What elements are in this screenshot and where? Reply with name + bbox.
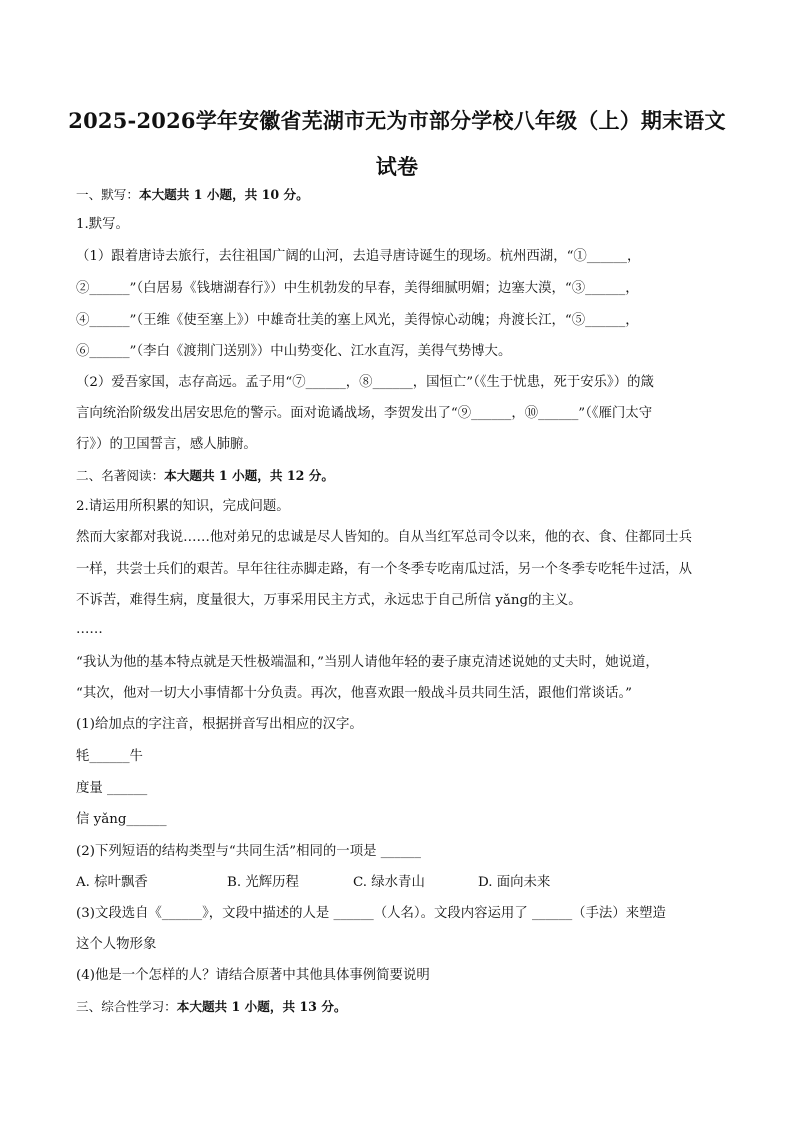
- passage-line-2: 一样，共尝士兵们的艰苦。早年往往赤脚走路，有一个冬季专吃南瓜过活，另一个冬季专吃牦牛过活，从: [76, 562, 692, 577]
- option-a: A. 棕叶飘香: [76, 875, 148, 890]
- title-line-1: 2025-2026学年安徽省芜湖市无为市部分学校八年级（上）期末语文: [68, 108, 726, 133]
- section-heading-2: 二、名著阅读：本大题共 1 小题，共 12 分。: [76, 468, 334, 483]
- q2-sub2-options: [76, 873, 736, 893]
- passage-line-5: “其次，他对一切大小事情都十分负责。再次，他喜欢跟一般战斗员共同生活，跟他们常谈话。”: [76, 686, 633, 701]
- q1-part1-line4: ⑥______”（李白《渡荆门送别》）中山势变化、江水直泻，美得气势博大。: [76, 344, 512, 359]
- q2-sub3-line1: (3)文段选自《______》，文段中描述的人是 ______（人名）。文段内容运用了 ______（手法）来塑造: [76, 906, 666, 921]
- question-1-label: 1.默写。: [76, 217, 129, 232]
- option-c: C. 绿水青山: [353, 875, 425, 890]
- exam-title: [60, 98, 734, 190]
- option-b: B. 光辉历程: [227, 875, 299, 890]
- q2-sub1-prompt: (1)给加点的字注音，根据拼音写出相应的汉字。: [76, 717, 363, 732]
- section-heading-1: 一、默写：本大题共 1 小题，共 10 分。: [76, 187, 309, 202]
- q2-sub2-prompt: (2)下列短语的结构类型与“共同生活”相同的一项是 ______: [76, 844, 421, 859]
- q1-part2-line3: 行》）的卫国誓言，感人肺腑。: [76, 437, 257, 452]
- q2-sub1-item-1: 牦______牛: [76, 749, 143, 764]
- passage-line-1: 然而大家都对我说……他对弟兄的忠诚是尽人皆知的。自从当红军总司令以来，他的衣、食、住都同士兵: [76, 530, 692, 545]
- passage-line-4: “我认为他的基本特点就是天性极端温和，”当别人请他年轻的妻子康克清述说她的丈夫时，她说道，: [76, 655, 659, 670]
- q1-part2-line2: 言向统治阶级发出居安思危的警示。面对诡谲战场，李贺发出了“⑨______，⑩______”（《雁门太守: [76, 406, 653, 421]
- option-d: D. 面向未来: [478, 875, 551, 890]
- q2-sub4-prompt: (4)他是一个怎样的人？请结合原著中其他具体事例简要说明: [76, 968, 430, 983]
- passage-ellipsis: ……: [76, 622, 103, 637]
- q2-sub1-item-3: 信 yǎng______: [76, 812, 167, 827]
- q1-part1-line2: ②______”（白居易《钱塘湖春行》）中生机勃发的早春，美得细腻明媚；边塞大漠，“③______，: [76, 281, 639, 296]
- section-heading-3: 三、综合性学习：本大题共 1 小题，共 13 分。: [76, 999, 347, 1014]
- q2-sub1-item-2: 度量 ______: [76, 781, 148, 796]
- q1-part1-line3: ④______”（王维《使至塞上》）中雄奇壮美的塞上风光，美得惊心动魄；舟渡长江，“⑤______，: [76, 313, 639, 328]
- passage-line-3: 不诉苦，难得生病，度量很大，万事采用民主方式，永远忠于自己所信 yǎng的主义。: [76, 593, 582, 608]
- q2-sub3-line2: 这个人物形象: [76, 937, 157, 952]
- q1-part2-line1: （2）爱吾家国，志存高远。孟子用“⑦______，⑧______，国恒亡”（《生于忧患，死于安乐》）的箴: [76, 375, 654, 390]
- question-2-label: 2.请运用所积累的知识，完成问题。: [76, 499, 290, 514]
- title-line-2: 试卷: [375, 154, 419, 179]
- q1-part1-line1: （1）跟着唐诗去旅行，去往祖国广阔的山河，去追寻唐诗诞生的现场。杭州西湖，“①______，: [76, 249, 641, 264]
